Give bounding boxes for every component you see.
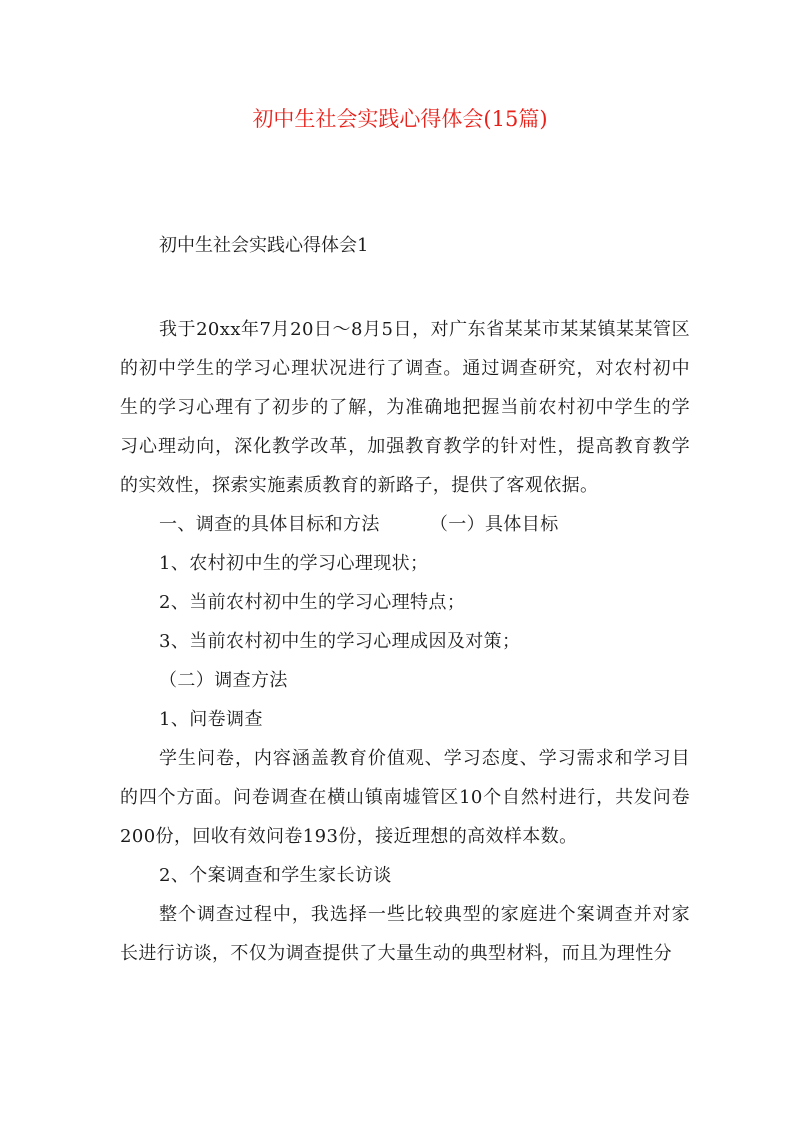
intro-paragraph: 我于20xx年7月20日～8月5日，对广东省某某市某某镇某某管区的初中学生的学习心理状况进行了调查。通过调查研究，对农村初中生的学习心理有了初步的了解，为准确地把握当前农村初中学生的学习心理动向，深化教学改革，加强教育教学的针对性，提高教育教学的实效性，探索实施素质教育的新路子，提供了客观依据。 [120, 319, 690, 496]
method-case-study-text: 整个调查过程中，我选择一些比较典型的家庭进个案调查并对家长进行访谈，不仅为调查提供了大量生动的典型材料，而且为理性分 [120, 904, 690, 964]
heading-survey-goals-methods-left: 一、调查的具体目标和方法 [159, 514, 380, 535]
heading-specific-goals: （一）具体目标 [429, 514, 559, 535]
heading-survey-goals-methods [120, 505, 690, 544]
method-case-study-heading: 2、个案调查和学生家长访谈 [159, 865, 392, 886]
section-heading: 初中生社会实践心得体会1 [159, 235, 369, 256]
method-questionnaire-text: 学生问卷，内容涵盖教育价值观、学习态度、学习需求和学习目的四个方面。问卷调查在横山镇南墟管区10个自然村进行，共发问卷200份，回收有效问卷193份，接近理想的高效样本数。 [120, 748, 690, 847]
method-heading: （二）调查方法 [159, 670, 288, 691]
document-body [120, 310, 690, 973]
method-questionnaire-heading: 1、问卷调查 [159, 709, 263, 730]
document-title: 初中生社会实践心得体会(15篇) [252, 107, 548, 131]
goal-item-3: 3、当前农村初中生的学习心理成因及对策； [159, 631, 521, 652]
goal-item-2: 2、当前农村初中生的学习心理特点； [159, 592, 466, 613]
goal-item-1: 1、农村初中生的学习心理现状； [159, 553, 429, 574]
